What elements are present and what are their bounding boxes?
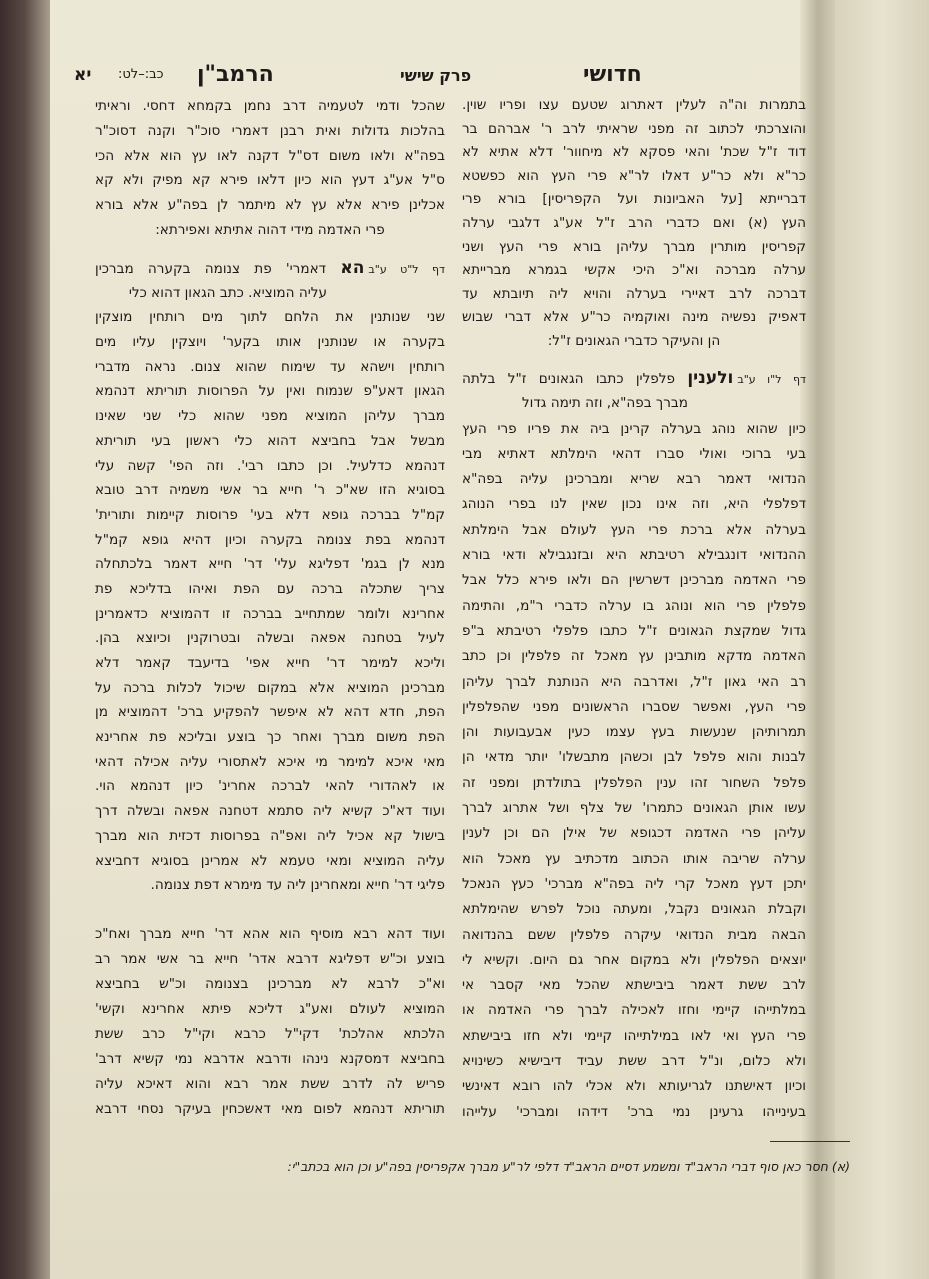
text-line: [95, 922, 445, 947]
line-text: הפת משום מברך ואחר כך בוצע ובליכא פת אחרינא: [95, 729, 445, 746]
text-line: [95, 626, 445, 651]
line-text: פלפלין פרי הוא ונוהג בו ערלה כדברי ר"מ, והתימה: [462, 597, 806, 614]
line-text: פרי האדמה מברכינן דשרשין הם ולאו פירא כלל אבל: [462, 572, 806, 589]
line-text: הנדואי דאמר רבא שריא ומברכינן עליה בפה"א: [462, 471, 806, 488]
text-line: [462, 973, 806, 998]
line-text: הגאון דאע"פ שנמוח ואין על הפרוסות תוריתא דנהמא: [95, 383, 445, 400]
line-text: הלכתא אהלכת' דקי"ל כרבא וקי"ל כרב ששת: [95, 1026, 445, 1042]
line-text: מבשל אבל בחביצא דהוא כלי ראשון בעי תוריתא: [95, 432, 445, 449]
line-text: וליכא למימר דר' חייא אפי' בדיעבד קאמר דלא: [95, 655, 445, 671]
text-line: [95, 193, 445, 218]
line-text: בסוגיא הזו שא"כ ר' חייא בר אשי משמיה דרב טובא: [95, 482, 445, 499]
text-line: [462, 283, 806, 307]
text-line: [95, 700, 445, 725]
line-text: רותחין וישהא עד שימוח שהוא צנום. נראה מדברי: [95, 358, 445, 375]
text-line: [95, 256, 445, 281]
text-line: [462, 796, 806, 821]
author-heading: הרמב"ן: [197, 62, 274, 87]
text-line: [462, 118, 806, 142]
text-line: [462, 94, 806, 118]
line-text: דנהמא בפת צנומה בקערה וכיון דהיא גופא קמ"ל: [95, 531, 445, 548]
text-line: [95, 119, 445, 144]
text-line: [462, 897, 806, 922]
line-text: גדול שמקצת הגאונים ז"ל כתבו פלפלי רטיבתא ב"פ: [462, 622, 806, 639]
text-line: [462, 644, 806, 669]
line-text: מברכינן המוציא אלא במקום שיכול לכלות ברכה על: [95, 679, 445, 696]
text-line: [95, 528, 445, 553]
line-text: פרי העץ, ואפשר שסברו הראשונים מפני שהפלפלין: [462, 698, 806, 715]
line-text: בוצע וכ"ש דפליגא דרבא אדר' חייא בר אשי אמר רב: [95, 951, 445, 967]
text-line: [462, 594, 806, 619]
line-text: לרב ששת דאמר ביבישתא שהכל מאי קסבר אי: [462, 977, 806, 994]
line-text: הן והעיקר כדברי הגאונים ז"ל:: [547, 332, 721, 349]
text-line: [462, 847, 806, 872]
text-line: [462, 821, 806, 846]
line-text: אכלינן פירא אלא עץ לא מיתמר לן בפה"ע אלא בורא: [95, 197, 445, 214]
line-text: פלפל השחור זהו ענין הפלפלין בתולדתן ומפני זה: [462, 774, 806, 791]
line-text: כר"א ולא כר"ע דאלו לר"א פרי העץ הוא כפשטא: [462, 167, 806, 184]
line-text: פריש לה לדרב ששת אמר רבא והוא דאיכא עליה: [95, 1076, 445, 1092]
line-text: ערלה מברכה וא"כ היכי אקשי בגמרא מברייתא: [462, 262, 806, 279]
text-line: [462, 998, 806, 1023]
text-line: [95, 676, 445, 701]
text-line: [462, 619, 806, 644]
text-line: [95, 1097, 445, 1122]
line-text: בתמרות וה"ה לעלין דאתרוג שטעם עצו ופריו שוין.: [462, 97, 806, 113]
line-text: עשו אותן הגאונים כתמרו' של צלף ושל אתרוג לברך: [462, 800, 806, 817]
line-text: שהכל ודמי לטעמיה דרב נחמן בקמחא דחסי. וראיתי: [95, 98, 445, 114]
text-line: [95, 168, 445, 193]
line-text: פליגי דר' חייא ומאחרינן ליה עד מימרא דפת צנומה.: [150, 877, 445, 894]
line-text: ועוד דא"כ קשיא ליה סתמא דטחנה אפאה ובשלה דרך: [95, 803, 445, 820]
text-line: [95, 972, 445, 997]
line-text: בקערה או שנותנין אותו בקער' ויוצקין עליו מים: [95, 334, 445, 351]
line-text: מנא לן בגמ' דפליגא עלי' דר' חייא דאמר בלכתחלה: [95, 556, 445, 573]
text-line: [95, 997, 445, 1022]
line-text: דאפיק נפשיה מינה ואוקמיה כר"ע אלא דברי שבוש: [462, 309, 806, 326]
text-line: [95, 330, 445, 355]
book-gutter-shadow: [800, 0, 840, 1279]
text-line: [95, 404, 445, 429]
line-text: קמ"ל בברכה גופא דלא בעי' פרוסות קיימות ותורית': [95, 506, 445, 523]
line-text: דאמרי' פת צנומה בקערה מברכין: [95, 261, 327, 277]
text-line: [462, 306, 806, 330]
text-line: [95, 94, 445, 119]
line-text: וא"כ לרבא לא מברכינן בצנומה וכ"ש בחביצא: [95, 976, 445, 992]
footnote: (א) חסר כאן סוף דברי הראב"ד ומשמע דסיים הראב"ד דלפי לר"ע מברך אקפריסין בפה"ע וכן הוא בכתב"י:: [287, 1159, 850, 1174]
folio-reference: כב:–לט:: [118, 67, 164, 82]
line-text: מברך בפה"א, וזה תימה גדול: [521, 395, 688, 412]
text-line: [462, 745, 806, 770]
line-text: עליהן פרי האדמה דכגופא של אילן הם וכן לענין: [462, 825, 806, 842]
text-line: [462, 165, 806, 189]
text-line: [95, 750, 445, 775]
line-text: המוציא לעולם ואע"ג דליכא פיתא אחרינא וקשי': [95, 1001, 445, 1017]
text-line: [95, 503, 445, 528]
line-text: בעינייהו גרעינן נמי ברכ' דידהו ומברכי' עלייהו: [462, 1103, 806, 1120]
line-text: יתכן דעץ מאכל קרי ליה בפה"א מברכי' כעץ הנאכל: [462, 875, 806, 892]
text-line: [95, 577, 445, 602]
line-text: במלתייהו קיימי וחזו לאכילה לברך פרי האדמה או: [462, 1002, 806, 1019]
line-text: כיון שהוא נוהג בערלה קרינן ביה את פריו פרי העץ: [462, 420, 806, 437]
line-text: תמרותיהן שנעשות בעץ עצמו כעין אבעבועות והן: [462, 724, 806, 741]
text-line: [462, 720, 806, 745]
page-number: יא: [74, 65, 92, 85]
line-text: מברך עליהן המוציא מפני שהוא כלי שני שאינו: [95, 408, 445, 425]
text-line: [95, 355, 445, 380]
line-text: אחרינא ולומר שמתחייב בברכה זו דהמוציא כדאמרינן: [95, 605, 445, 622]
text-line: [95, 1022, 445, 1047]
line-text: עליה המוציא ומאי טעמא לא אמרינן בסוגיא דחביצא: [95, 852, 445, 869]
line-text: ס"ל אע"ג דעץ הוא כיון דלאו פירא קא מפיק ולא קא: [95, 172, 445, 189]
text-line: [462, 948, 806, 973]
line-text: והוצרכתי לכתוב זה מפני שראיתי לרב ר' אברהם בר: [462, 120, 806, 137]
line-text: העץ (א) ואם כדברי הרב ז"ל אע"ג דלגבי ערלה: [462, 214, 806, 231]
text-line: [95, 1047, 445, 1072]
text-line: [462, 1024, 806, 1049]
line-text: האדמה מדקא מותבינן עץ מאכל זה פלפלין וכן כתב: [462, 648, 806, 665]
text-line: [95, 725, 445, 750]
text-line: [95, 602, 445, 627]
text-line: [462, 391, 806, 416]
left-column-paragraph-1: [95, 94, 445, 243]
text-line: [462, 259, 806, 283]
text-line: [95, 379, 445, 404]
line-text: לעיל בטחנה אפאה ובשלה ובטרוקנין וכיוצא בהן.: [95, 630, 445, 647]
text-line: [95, 873, 445, 898]
line-text: או לאהדורי להאי לברכה אחרינ' כיון דנהמא הוי.: [95, 778, 445, 795]
text-line: [462, 366, 806, 391]
line-text: בעי ברוכי ואולי סברו דהאי הימלתא דאתיא מבי: [462, 445, 806, 462]
text-line: [462, 1074, 806, 1099]
line-text: בישול קא אכיל ליה ואפ"ה בפרוסות דכזית הוא מברך: [95, 827, 445, 844]
text-line: [462, 568, 806, 593]
line-text: בהלכות גדולות ואית רבנן דאמרי סוכ"ר וקנה דסוכ"ר: [95, 122, 445, 139]
right-column-paragraph-1: [462, 94, 806, 354]
left-column-paragraph-3: [95, 922, 445, 1122]
line-text: דנהמא כדלעיל. וכן כתבו רבי'. וזה הפי' קשה עלי: [95, 457, 445, 474]
text-line: [95, 218, 445, 243]
text-line: [462, 141, 806, 165]
text-line: [462, 670, 806, 695]
text-line: [95, 824, 445, 849]
line-text: שני שנותנין את הלחם לתוך מים רותחין מוצקין: [95, 309, 445, 326]
text-line: [462, 467, 806, 492]
text-line: [95, 478, 445, 503]
text-line: [462, 771, 806, 796]
line-text: ההנדואי דונגבילא רטיבתא היא ובזנגבילא ודאי בורא: [462, 547, 806, 564]
line-text: קפריסין מותרין מברך עליהן בורא פרי העץ ושני: [462, 238, 806, 255]
text-line: [462, 518, 806, 543]
line-text: רב האי גאון ז"ל, ואדרבה היא הנותנת לברך עליהן: [462, 673, 806, 690]
text-line: [462, 543, 806, 568]
text-line: [462, 417, 806, 442]
line-text: דפלפלי היא, וזה אינו נכון שאין לנו בפרי הנוהג: [462, 496, 806, 513]
text-line: [95, 774, 445, 799]
daf-marker: דף ל"ט ע"ב: [368, 263, 445, 276]
text-line: [95, 429, 445, 454]
text-line: [95, 552, 445, 577]
text-line: [462, 1100, 806, 1125]
line-text: עליה המוציא. כתב הגאון דהוא כלי: [128, 284, 327, 301]
text-line: [95, 281, 445, 306]
line-text: פלפלין כתבו הגאונים ז"ל בלתה: [462, 371, 676, 387]
text-line: [462, 212, 806, 236]
text-line: [462, 236, 806, 260]
line-text: ערלה שריבה אותו הכתוב מדכתיב עץ מאכל הוא: [462, 850, 806, 867]
line-text: בחביצא דמסקנא נינהו ודרבא אדרבא נמי קשיא דרב': [95, 1051, 445, 1067]
text-line: [462, 1049, 806, 1074]
line-text: דברייתא [על האביונות ועל הקפריסין] בורא פרי: [462, 191, 806, 208]
text-line: [95, 454, 445, 479]
line-text: יוצאים הפלפלין ולא במקום אחר גם היום. וקשיא לי: [462, 951, 806, 968]
right-column-paragraph-2: [462, 366, 806, 1125]
line-text: בערלה אלא ברכת פרי העץ לעולם אבל הימלתא: [462, 521, 806, 538]
text-line: [462, 188, 806, 212]
lead-word: הא: [340, 258, 365, 278]
daf-marker: דף ל"ו ע"ב: [737, 373, 806, 386]
adjacent-page-edge: [835, 0, 929, 1279]
line-text: בפה"א ולאו משום דס"ל דקנה לאו עץ הוא אלא הכי: [95, 147, 445, 164]
text-line: [95, 947, 445, 972]
text-line: [95, 1072, 445, 1097]
line-text: ולא כלום, ונ"ל דרב ששת עביד דיבישיא כשינויא: [462, 1053, 806, 1070]
line-text: וכיון דאישתנו לגריעותא ולא אכלי להו רובא דאינשי: [462, 1078, 806, 1095]
text-line: [462, 872, 806, 897]
chapter-heading: פרק שישי: [400, 66, 472, 85]
line-text: דוד ז"ל שכת' והאי פסקא לא מיחוור' דלא אתיא לא: [462, 144, 806, 161]
line-text: הבאה מבית הנדואי עיקרה פלפלין ששם בהנדואה: [462, 926, 806, 943]
text-line: [95, 651, 445, 676]
footnote-divider: [770, 1141, 850, 1142]
text-line: [462, 923, 806, 948]
running-title: חדושי: [583, 62, 642, 87]
lead-word: ולענין: [687, 368, 734, 388]
line-text: מאי איכא למימר מי איכא לאתסורי עליה אכילה דהאי: [95, 753, 445, 770]
line-text: וקבלת הגאונים נקבל, ומעתה נוכל לפרש שהימלתא: [462, 901, 806, 918]
line-text: דברכה לרב דאיירי בערלה והויא ליה תיובתא עד: [462, 285, 806, 302]
line-text: פרי העץ ואי לאו במילתייהו קיימי ולא חזו ביבישתא: [462, 1027, 806, 1044]
line-text: צריך שתכלה ברכה עם הפת ואיהו בדליכא פת: [95, 580, 445, 597]
text-line: [95, 305, 445, 330]
line-text: תוריתא דנהמא לפום מאי דאשכחין בעיקר נסחי דרבא: [95, 1101, 445, 1117]
text-line: [462, 442, 806, 467]
text-line: [95, 799, 445, 824]
line-text: הפת, חדא דהא לא איפשר להפקיע ברכ' דהמוציא מן: [95, 704, 445, 721]
text-line: [95, 144, 445, 169]
text-line: [462, 492, 806, 517]
left-column-paragraph-2: [95, 256, 445, 898]
text-line: [462, 330, 806, 354]
line-text: פרי האדמה מידי דהוה אתיתא ואפירתא:: [155, 221, 385, 238]
text-line: [95, 849, 445, 874]
line-text: ועוד דהא רבא מוסיף הוא אהא דר' חייא מברך ואח"כ: [95, 926, 445, 942]
line-text: לבנות והוא פלפל לבן וכשהן מתבשלו' יותר מדאי הן: [462, 749, 806, 766]
text-line: [462, 695, 806, 720]
